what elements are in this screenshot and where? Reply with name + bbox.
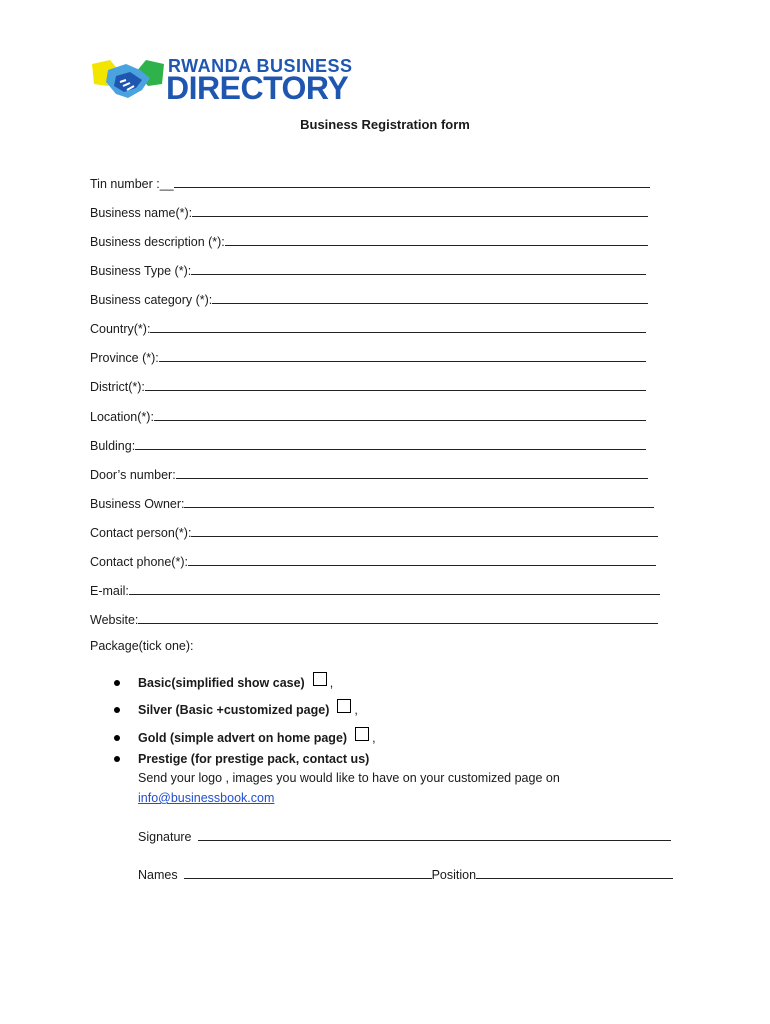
field-label: Tin number :__: [90, 177, 174, 191]
field-input-line[interactable]: [129, 594, 660, 595]
field-input-line[interactable]: [188, 565, 656, 566]
logo-text-line1: RWANDA BUSINESS: [168, 56, 353, 76]
form-field-row[interactable]: [90, 260, 646, 278]
form-field-row[interactable]: [90, 580, 660, 598]
bullet-icon: [114, 756, 120, 762]
form-field-row[interactable]: [90, 318, 646, 336]
signature-line: [198, 840, 671, 841]
form-field-row[interactable]: [90, 493, 654, 511]
field-label: Contact person(*):: [90, 525, 192, 540]
field-input-line[interactable]: [212, 303, 648, 304]
checkbox-icon[interactable]: [313, 672, 327, 686]
package-option-gold[interactable]: [114, 731, 376, 745]
field-label: Business name(*):: [90, 206, 193, 221]
checkbox-icon[interactable]: [337, 699, 351, 713]
package-label: Prestige (for prestige pack, contact us): [138, 752, 370, 766]
bullet-icon: [114, 707, 120, 713]
field-input-line[interactable]: [191, 274, 646, 275]
package-suffix: ,: [329, 676, 334, 690]
field-input-line[interactable]: [138, 623, 658, 624]
form-field-row[interactable]: [90, 435, 646, 453]
form-field-row[interactable]: [90, 202, 648, 220]
position-label: Position: [431, 868, 477, 882]
field-input-line[interactable]: [192, 216, 648, 217]
field-input-line[interactable]: [154, 420, 646, 421]
package-suffix: ,: [372, 731, 376, 745]
form-field-row[interactable]: [90, 376, 646, 394]
instruction-text: Send your logo , images you would like to have on your customized page on: [138, 771, 560, 785]
field-label: Country(*):: [90, 322, 151, 337]
form-title: Business Registration form: [300, 117, 470, 132]
field-label: Door’s number:: [90, 467, 176, 482]
checkbox-icon[interactable]: [355, 727, 369, 741]
field-label: Province (*):: [90, 351, 159, 366]
field-input-line[interactable]: [150, 332, 646, 333]
form-field-row[interactable]: [90, 347, 646, 365]
field-label: Business Type (*):: [90, 264, 192, 279]
field-input-line[interactable]: [176, 478, 648, 479]
names-label: Names: [138, 868, 178, 882]
bullet-icon: [114, 735, 120, 741]
field-label: Website:: [90, 613, 139, 628]
field-input-line[interactable]: [184, 507, 654, 508]
field-input-line[interactable]: [145, 390, 646, 391]
form-field-row[interactable]: [90, 464, 648, 482]
field-input-line[interactable]: [159, 361, 646, 362]
field-input-line[interactable]: [225, 245, 648, 246]
form-field-row[interactable]: [90, 551, 656, 569]
field-label: Business category (*):: [90, 293, 213, 308]
field-input-line[interactable]: [191, 536, 658, 537]
bullet-icon: [114, 680, 120, 686]
email-link[interactable]: info@businessbook.com: [138, 791, 275, 805]
form-field-row[interactable]: [90, 522, 658, 540]
package-option-silver[interactable]: [114, 703, 358, 717]
logo: [90, 56, 353, 106]
form-field-row[interactable]: [90, 406, 646, 424]
form-field-row[interactable]: [90, 609, 658, 627]
package-label: Gold (simple advert on home page): [138, 731, 348, 745]
package-suffix: ,: [354, 703, 358, 717]
field-label: Contact phone(*):: [90, 554, 188, 569]
signature-field[interactable]: [138, 826, 671, 844]
field-input-line[interactable]: [174, 187, 650, 188]
handshake-icon: [90, 56, 166, 102]
position-line: [476, 878, 673, 879]
package-title: Package(tick one):: [90, 639, 194, 653]
form-field-row[interactable]: [90, 289, 648, 307]
field-label: Bulding:: [90, 438, 136, 453]
package-option-prestige[interactable]: [114, 752, 369, 766]
logo-text-line2: DIRECTORY: [166, 70, 349, 106]
field-label: Business description (*):: [90, 235, 225, 250]
package-option-basic[interactable]: [114, 676, 333, 690]
field-input-line[interactable]: [135, 449, 646, 450]
field-label: Location(*):: [90, 409, 154, 424]
signature-label: Signature: [138, 830, 192, 844]
field-label: E-mail:: [90, 583, 129, 598]
names-position-field[interactable]: [138, 864, 673, 882]
package-label: Basic(simplified show case): [138, 676, 305, 690]
form-field-row[interactable]: [90, 173, 650, 191]
form-field-row[interactable]: [90, 231, 648, 249]
field-label: District(*):: [90, 380, 145, 395]
field-label: Business Owner:: [90, 496, 185, 511]
names-line: [184, 878, 432, 879]
package-label: Silver (Basic +customized page): [138, 703, 330, 717]
